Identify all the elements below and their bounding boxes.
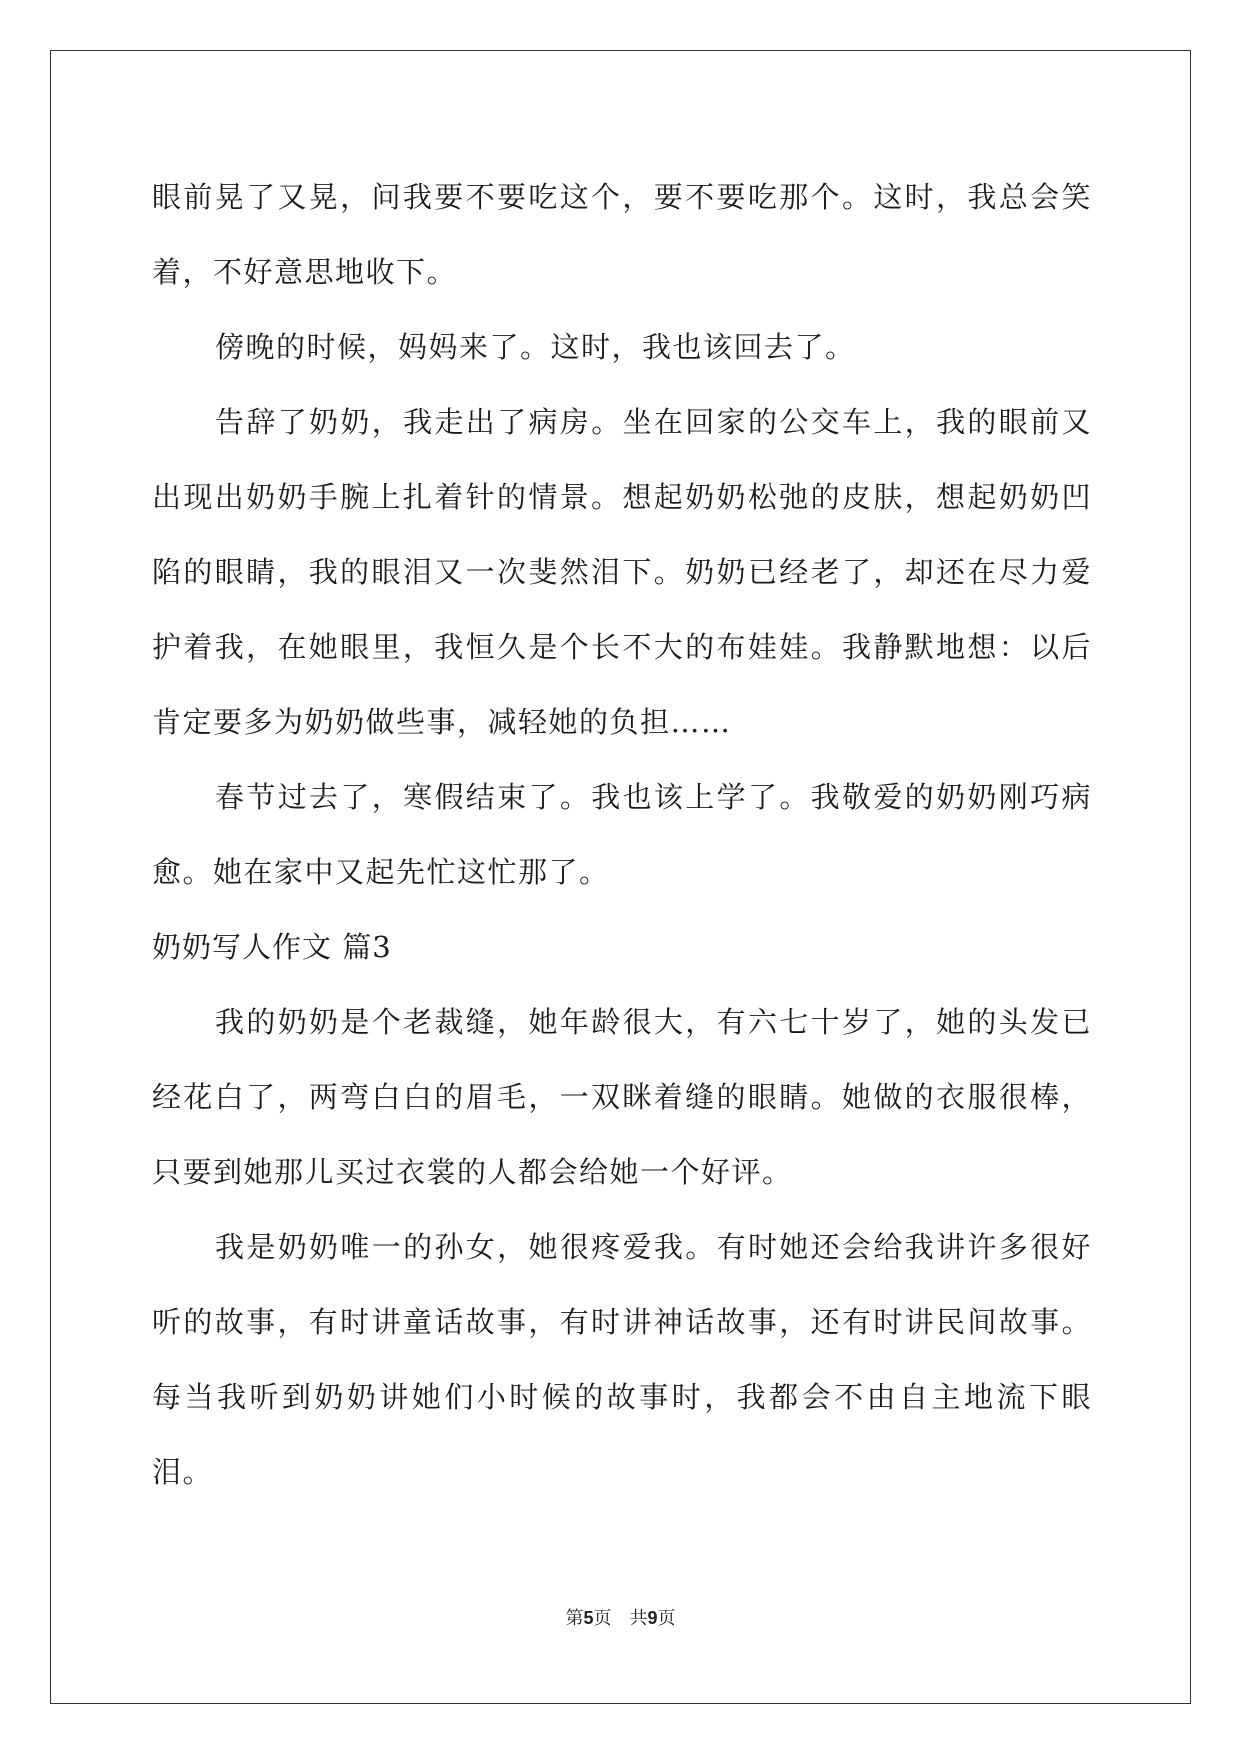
page-prefix: 第: [565, 1608, 584, 1629]
page-suffix: 页: [593, 1608, 612, 1629]
section-heading: 奶奶写人作文 篇3: [152, 930, 392, 964]
paragraph-2: 傍晚的时候，妈妈来了。这时，我也该回去了。: [215, 330, 856, 364]
paragraph-4: 春节过去了，寒假结束了。我也该上学了。我敬爱的奶奶刚巧病愈。她在家中又起先忙这忙那了。: [152, 780, 1092, 889]
page-number: 5: [583, 1608, 594, 1628]
paragraph-3: 告辞了奶奶，我走出了病房。坐在回家的公交车上，我的眼前又出现出奶奶手腕上扎着针的情景。想起奶奶松弛的皮肤，想起奶奶凹陷的眼睛，我的眼泪又一次斐然泪下。奶奶已经老了，却还在尽力爱护着我，在她眼里，我恒久是个长不大的布娃娃。我静默地想：以后肯定要多为奶奶做些事，减轻她的负担……: [152, 405, 1092, 739]
total-pages: 9: [647, 1608, 658, 1628]
total-suffix: 页: [657, 1608, 676, 1629]
paragraph-5: 我的奶奶是个老裁缝，她年龄很大，有六七十岁了，她的头发已经花白了，两弯白白的眉毛，一双眯着缝的眼睛。她做的衣服很棒，只要到她那儿买过衣裳的人都会给她一个好评。: [152, 1005, 1092, 1189]
paragraph-1: 眼前晃了又晃，问我要不要吃这个，要不要吃那个。这时，我总会笑着，不好意思地收下。: [152, 180, 1092, 289]
document-body: [152, 160, 1092, 1510]
paragraph-6: 我是奶奶唯一的孙女，她很疼爱我。有时她还会给我讲许多很好听的故事，有时讲童话故事，有时讲神话故事，还有时讲民间故事。每当我听到奶奶讲她们小时候的故事时，我都会不由自主地流下眼泪。: [152, 1230, 1092, 1489]
total-prefix: 共: [629, 1608, 648, 1629]
page-footer: [0, 1604, 1241, 1630]
